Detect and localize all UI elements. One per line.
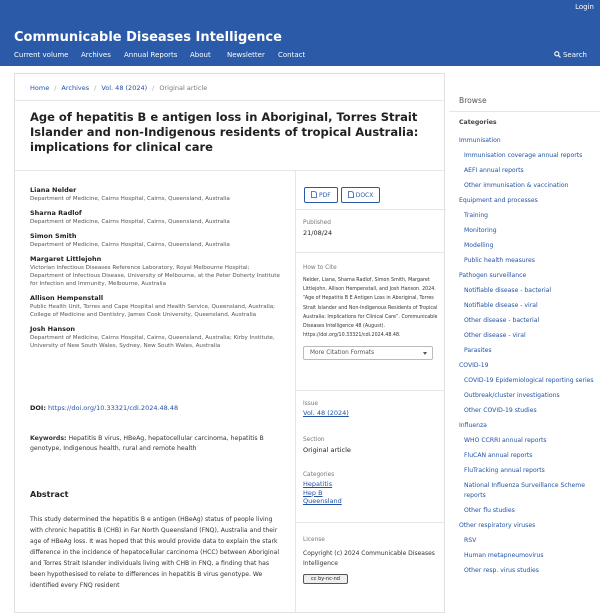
keywords (30, 434, 280, 454)
author-name: Simon Smith (30, 232, 77, 240)
sidebar-subcategory-link[interactable]: FluTracking annual reports (464, 467, 545, 474)
sidebar-subcategory-link[interactable]: Human metapneumovirus (464, 552, 544, 559)
author-entry (30, 232, 280, 249)
issue-block (303, 400, 438, 418)
search-label: Search (562, 51, 587, 59)
sidebar-subcategory-link[interactable]: COVID-19 Epidemiological reporting series (464, 377, 594, 384)
galley-links (304, 182, 383, 203)
author-affiliation: Department of Medicine, Cairns Hospital, Cairns, Queensland, Australia (30, 219, 230, 225)
nav-archives[interactable]: Archives (81, 51, 111, 59)
author-entry (30, 255, 280, 288)
category-list (459, 136, 594, 581)
sidebar-category-link[interactable]: Other respiratory viruses (459, 522, 536, 529)
file-icon (348, 191, 354, 198)
citation-format-select[interactable] (303, 346, 433, 360)
published-date: 21/08/24 (303, 229, 333, 237)
breadcrumb: Home / Archives / Vol. 48 (2024) / Original article (30, 84, 208, 92)
published-label: Published (303, 220, 331, 226)
main-nav (0, 46, 600, 66)
pdf-button[interactable] (304, 187, 338, 203)
sidebar-subcategory-link[interactable]: Other disease - viral (464, 332, 526, 339)
author-affiliation: Victorian Infectious Diseases Reference Laboratory, Royal Melbourne Hospital; Department of Infectious Disease, University of Melbourne, at the Peter Doherty Institute for Infection and Immunity, Melbourne, Australia (30, 265, 280, 287)
sidebar-subcategory-link[interactable]: Notifiable disease - viral (464, 302, 538, 309)
divider (449, 111, 600, 112)
doi-label: DOI: (30, 404, 46, 412)
sidebar-subcategory-link[interactable]: Other resp. virus studies (464, 567, 539, 574)
author-name: Liana Nelder (30, 186, 77, 194)
categories-block (303, 471, 438, 506)
sidebar-subcategory-link[interactable]: Notifiable disease - bacterial (464, 287, 552, 294)
issue-link[interactable]: Vol. 48 (2024) (303, 409, 349, 417)
breadcrumb-archives[interactable]: Archives (61, 84, 90, 92)
author-entry (30, 209, 280, 226)
sidebar-subcategory-link[interactable]: Parasites (464, 347, 492, 354)
category-link[interactable]: Hepatitis (303, 480, 333, 488)
docx-button[interactable] (341, 187, 381, 203)
divider (295, 390, 445, 391)
login-link[interactable]: Login (575, 3, 594, 11)
browse-heading: Browse (459, 96, 487, 105)
breadcrumb-volume[interactable]: Vol. 48 (2024) (101, 84, 148, 92)
nav-current-volume[interactable]: Current volume (14, 51, 69, 59)
sidebar-subcategory-link[interactable]: AEFI annual reports (464, 167, 524, 174)
sidebar-subcategory-link[interactable]: Other immunisation & vaccination (464, 182, 569, 189)
section-block (303, 436, 438, 455)
sidebar-subcategory-link[interactable]: Outbreak/cluster investigations (464, 392, 560, 399)
sidebar-subcategory-link[interactable]: Immunisation coverage annual reports (464, 152, 583, 159)
author-entry (30, 294, 280, 319)
sidebar-subcategory-link[interactable]: Modelling (464, 242, 494, 249)
section-label: Section (303, 437, 325, 443)
license-text: Copyright (c) 2024 Communicable Diseases Intelligence (303, 550, 435, 567)
author-name: Sharna Radlof (30, 209, 82, 217)
doi (30, 404, 178, 412)
sidebar-category-link[interactable]: Equipment and processes (459, 197, 538, 204)
author-affiliation: Public Health Unit, Torres and Cape Hospital and Health Service, Queensland, Australia; College of Medicine and Dentistry, James Cook University, Queensland, Australia (30, 304, 276, 318)
sidebar-subcategory-link[interactable]: Other flu studies (464, 507, 515, 514)
sidebar-subcategory-link[interactable]: Other disease - bacterial (464, 317, 540, 324)
author-name: Josh Hanson (30, 325, 76, 333)
author-affiliation: Department of Medicine, Cairns Hospital, Cairns, Queensland, Australia; Kirby Institute, University of New South Wales, Sydney, New South Wales, Australia (30, 335, 275, 349)
doi-link[interactable]: https://doi.org/10.33321/cdi.2024.48.48 (48, 404, 179, 412)
category-link[interactable]: Queensland (303, 497, 342, 505)
author-affiliation: Department of Medicine, Cairns Hospital, Cairns, Queensland, Australia (30, 242, 230, 248)
sidebar-subcategory-link[interactable]: National Influenza Surveillance Scheme reports (464, 482, 585, 499)
article-title: Age of hepatitis B e antigen loss in Aboriginal, Torres Strait Islander and non-Indigenous residents of tropical Australia: implications for clinical care (30, 110, 419, 154)
nav-newsletter[interactable]: Newsletter (227, 51, 265, 59)
nav-contact[interactable]: Contact (278, 51, 306, 59)
divider (295, 252, 445, 253)
cc-license-badge[interactable]: cc by-nc-nd (303, 574, 348, 584)
pdf-label: PDF (319, 192, 331, 199)
site-title[interactable]: Communicable Diseases Intelligence (14, 30, 282, 45)
divider (295, 522, 445, 523)
categories-label: Categories (303, 472, 335, 478)
nav-annual-reports[interactable]: Annual Reports (124, 51, 178, 59)
breadcrumb-home[interactable]: Home (30, 84, 50, 92)
author-entry (30, 325, 280, 350)
sidebar-subcategory-link[interactable]: WHO CCRRI annual reports (464, 437, 547, 444)
author-entry (30, 186, 280, 203)
author-name: Allison Hempenstall (30, 294, 104, 302)
author-affiliation: Department of Medicine, Cairns Hospital, Cairns, Queensland, Australia (30, 196, 230, 202)
sidebar-category-link[interactable]: Pathogen surveillance (459, 272, 527, 279)
category-link[interactable]: Hep B (303, 488, 323, 497)
keywords-text: Hepatitis B virus, HBeAg, hepatocellular carcinoma, hepatitis B genotype, Indigenous health, rural and remote health (30, 435, 264, 452)
citation-format-label: More Citation Formats (310, 350, 375, 357)
search-icon (554, 51, 561, 58)
sidebar-category-link[interactable]: Immunisation (459, 137, 501, 144)
sidebar-category-link[interactable]: COVID-19 (459, 362, 489, 369)
sidebar-subcategory-link[interactable]: FluCAN annual reports (464, 452, 533, 459)
divider (15, 100, 444, 101)
license-block (303, 536, 438, 584)
published-block (303, 219, 438, 238)
citation-text: Nelder, Liana, Sharna Radlof, Simon Smith, Margaret Littlejohn, Allison Hempenstall, and Josh Hanson. 2024. “Age of Hepatitis B E Antigen Loss in Aboriginal, Torres Strait Islander and Non-Indigenous Residents of Tropical Australia: Implications for Clinical Care”. Communicable Diseases Intelligence 48 (August). https://doi.org/10.33321/cdi.2024.48.48. (303, 278, 438, 339)
sidebar-subcategory-link[interactable]: Training (464, 212, 489, 219)
abstract-text: This study determined the hepatitis B e antigen (HBeAg) status of people living with chronic hepatitis B (CHB) in Far North Queensland (FNQ), Australia and their age of HBeAg loss. It was hoped that this would provide data to explain the stark difference in the incidence of hepatocellular carcinoma (HCC) between Aboriginal and Torres Strait Islander individuals living with CHB in FNQ, a finding that has been hypothesised to relate to differences in hepatitis B virus genotype. We identified every FNQ resident (30, 516, 280, 589)
section-value: Original article (303, 446, 351, 454)
author-list (30, 186, 280, 356)
sidebar-subcategory-link[interactable]: RSV (464, 537, 477, 544)
docx-label: DOCX (355, 192, 374, 199)
abstract-heading: Abstract (30, 490, 69, 499)
search-link[interactable] (554, 51, 587, 59)
nav-about[interactable]: About (190, 51, 211, 59)
license-label: License (303, 537, 325, 543)
column-divider (295, 171, 296, 613)
how-to-cite-block (303, 264, 438, 360)
sidebar-subcategory-link[interactable]: Other COVID-19 studies (464, 407, 537, 414)
author-name: Margaret Littlejohn (30, 255, 102, 263)
sidebar-subcategory-link[interactable]: Public health measures (464, 257, 535, 264)
breadcrumb-current: Original article (159, 84, 208, 92)
issue-label: Issue (303, 401, 318, 407)
file-icon (311, 191, 317, 198)
chevron-down-icon (423, 352, 427, 355)
how-to-cite-label: How to Cite (303, 265, 337, 271)
sidebar-category-link[interactable]: Influenza (459, 422, 487, 429)
divider (295, 209, 446, 210)
categories-heading: Categories (459, 119, 497, 126)
divider (15, 170, 444, 171)
sidebar-subcategory-link[interactable]: Monitoring (464, 227, 497, 234)
keywords-label: Keywords: (30, 435, 67, 442)
